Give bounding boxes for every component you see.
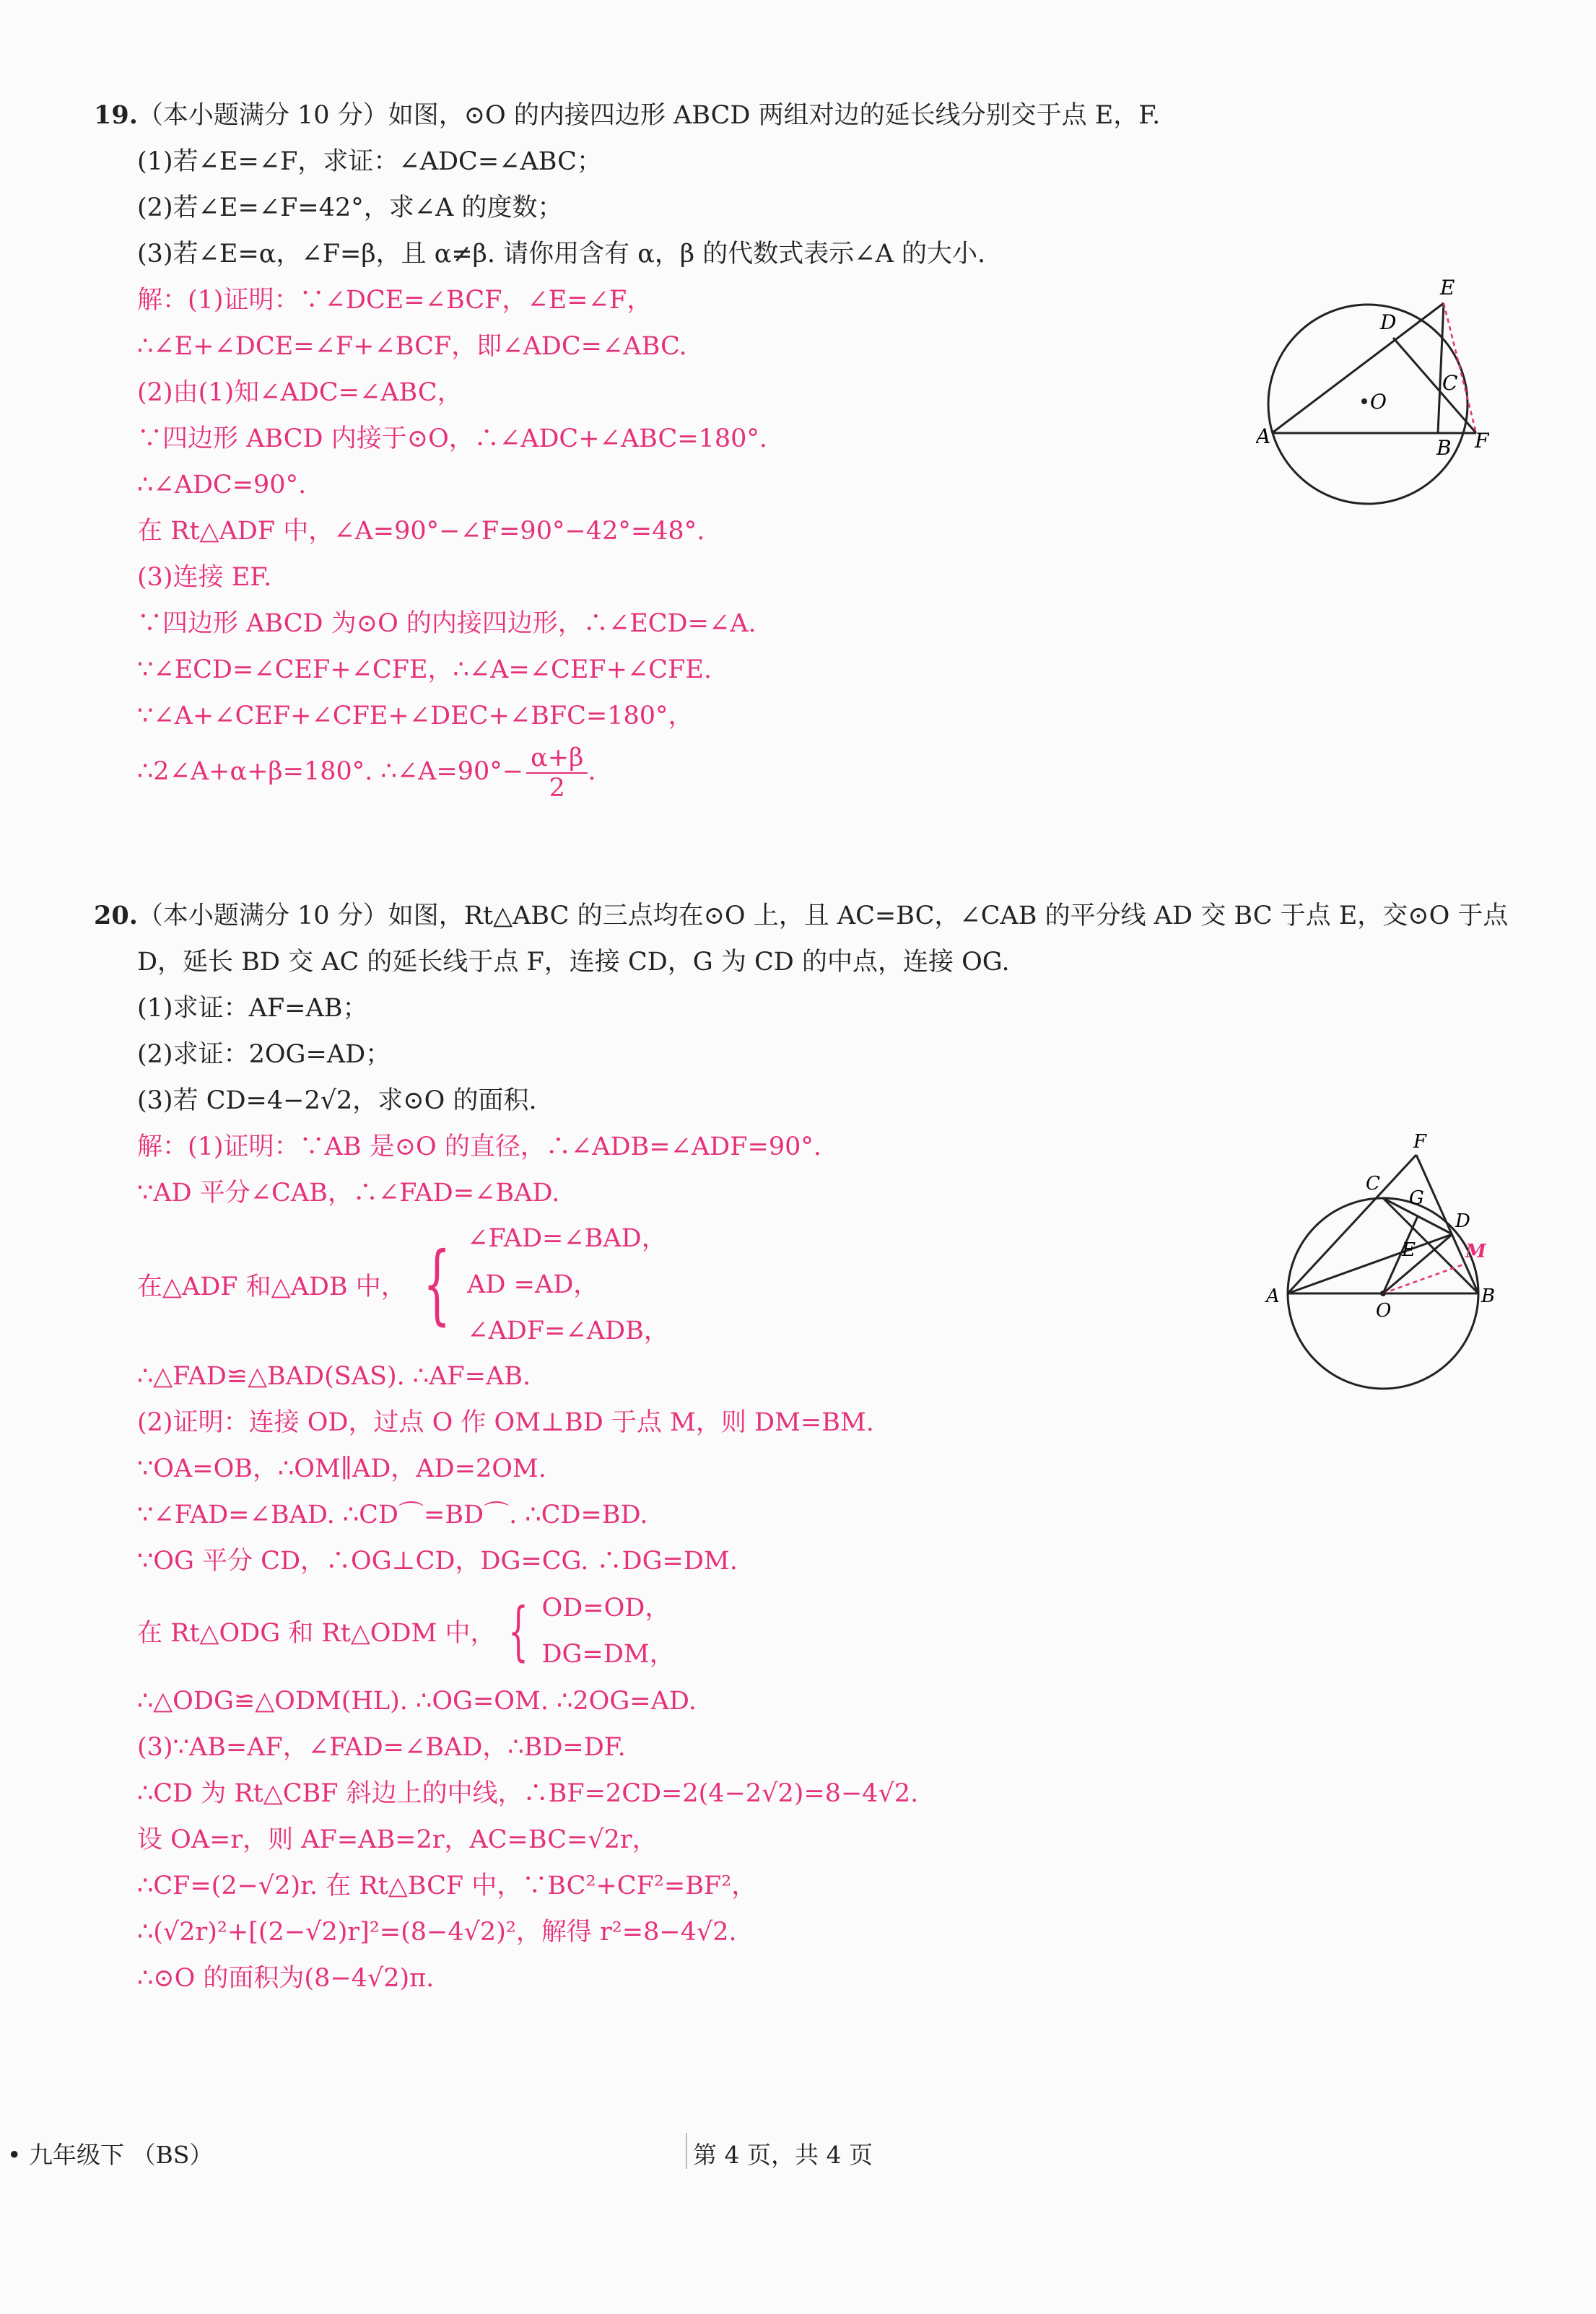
figure-q20 — [1256, 1126, 1530, 1393]
solution-line: ∵OA=OB，∴OM∥AD，AD=2OM. — [137, 1454, 546, 1483]
label-g: G — [1409, 1187, 1424, 1209]
solution-line: 解：(1)证明：∵AB 是⊙O 的直径，∴∠ADB=∠ADF=90°. — [137, 1132, 821, 1161]
solution-line: ∵∠ECD=∠CEF+∠CFE，∴∠A=∠CEF+∠CFE. — [137, 655, 712, 684]
label-b: B — [1481, 1285, 1496, 1307]
fraction-numerator: α+β — [526, 743, 588, 774]
solution-line: (2)由(1)知∠ADC=∠ABC， — [137, 378, 463, 407]
label-e: E — [1402, 1239, 1416, 1261]
footer-page-number: 第 4 页，共 4 页 — [693, 2141, 873, 2169]
label-f: F — [1475, 429, 1489, 453]
question-part: (1)若∠E=∠F，求证：∠ADC=∠ABC； — [137, 147, 602, 176]
solution-final-line — [94, 739, 1509, 804]
question-number: 19. — [94, 100, 138, 130]
question-text-cont: D，延长 BD 交 AC 的延长线于点 F，连接 CD，G 为 CD 的中点，连接 OG. — [137, 948, 1010, 977]
solution-line: ∵四边形 ABCD 内接于⊙O，∴∠ADC+∠ABC=180°. — [137, 424, 768, 453]
solution-line: ∴△FAD≌△BAD(SAS). ∴AF=AB. — [137, 1362, 531, 1391]
fraction-denominator: 2 — [549, 773, 565, 803]
system-line: AD =AD， — [467, 1270, 599, 1299]
label-m: M — [1465, 1241, 1486, 1262]
label-e: E — [1440, 276, 1455, 300]
brace: { — [422, 1234, 451, 1335]
system-prefix: 在△ADF 和△ADB 中， — [137, 1272, 406, 1301]
question-part: (3)若∠E=α，∠F=β，且 α≠β. 请你用含有 α，β 的代数式表示∠A 的大小. — [137, 240, 986, 268]
center-dot — [1380, 1291, 1386, 1296]
solution-line: ∵∠A+∠CEF+∠CFE+∠DEC+∠BFC=180°， — [137, 702, 694, 730]
label-a: A — [1256, 424, 1271, 448]
label-f: F — [1413, 1131, 1427, 1153]
system-line: ∠ADF=∠ADB， — [467, 1317, 669, 1345]
question-20-header — [94, 893, 1509, 939]
solution-line: ∴⊙O 的面积为(8−4√2)π. — [137, 1964, 435, 1993]
segment-eb — [1438, 303, 1444, 433]
solution-line: ∴(√2r)²+[(2−√2)r]²=(8−4√2)²，解得 r²=8−4√2. — [137, 1918, 737, 1947]
solution-line: ∴CF=(2−√2)r. 在 Rt△BCF 中，∵BC²+CF²=BF²， — [137, 1872, 757, 1900]
question-part: (3)若 CD=4−2√2，求⊙O 的面积. — [137, 1086, 537, 1115]
question-20 — [94, 893, 1509, 2001]
solution-line: 解：(1)证明：∵∠DCE=∠BCF，∠E=∠F， — [137, 286, 653, 315]
segment-ae — [1272, 303, 1444, 433]
system-line: OD=OD， — [541, 1594, 671, 1623]
label-o: O — [1376, 1300, 1392, 1322]
figure-q19 — [1256, 274, 1530, 505]
brace: { — [508, 1594, 529, 1668]
label-a: A — [1266, 1285, 1280, 1307]
footer-grade: • 九年级下 （BS） — [7, 2141, 214, 2169]
system-prefix: 在 Rt△ODG 和 Rt△ODM 中， — [137, 1619, 496, 1648]
segment-df — [1393, 338, 1476, 433]
question-part: (2)若∠E=∠F=42°，求∠A 的度数； — [137, 193, 563, 222]
solution-line: ∵∠FAD=∠BAD. ∴CD⌒=BD⌒. ∴CD=BD. — [137, 1501, 648, 1529]
fraction — [526, 743, 588, 803]
solution-final-text: ∴2∠A+α+β=180°. ∴∠A=90°− — [137, 757, 524, 786]
solution-line: ∴CD 为 Rt△CBF 斜边上的中线，∴BF=2CD=2(4−2√2)=8−4√2. — [137, 1779, 919, 1808]
segment-od — [1383, 1234, 1452, 1293]
solution-line: 在 Rt△ADF 中，∠A=90°−∠F=90°−42°=48°. — [137, 517, 705, 546]
question-text: （本小题满分 10 分）如图，Rt△ABC 的三点均在⊙O 上，且 AC=BC，∠CAB 的平分线 AD 交 BC 于点 E，交⊙O 于点 — [137, 901, 1509, 930]
solution-line: ∴∠E+∠DCE=∠F+∠BCF，即∠ADC=∠ABC. — [137, 332, 687, 361]
solution-line: ∴△ODG≌△ODM(HL). ∴OG=OM. ∴2OG=AD. — [137, 1687, 697, 1716]
footer-divider — [686, 2133, 687, 2169]
solution-line: (2)证明：连接 OD，过点 O 作 OM⊥BD 于点 M，则 DM=BM. — [137, 1408, 874, 1437]
center-dot — [1361, 398, 1367, 404]
period: . — [588, 757, 596, 786]
solution-line: ∴∠ADC=90°. — [137, 471, 307, 499]
system-lines — [541, 1585, 674, 1677]
solution-line: ∵AD 平分∠CAB，∴∠FAD=∠BAD. — [137, 1179, 560, 1208]
label-d: D — [1455, 1210, 1470, 1232]
question-part: (2)求证：2OG=AD； — [137, 1040, 391, 1069]
label-b: B — [1436, 436, 1452, 460]
solution-line: ∵四边形 ABCD 为⊙O 的内接四边形，∴∠ECD=∠A. — [137, 609, 756, 638]
question-text: （本小题满分 10 分）如图，⊙O 的内接四边形 ABCD 两组对边的延长线分别交于点 E，F. — [137, 101, 1161, 130]
question-19-header — [94, 92, 1509, 139]
question-number: 20. — [94, 901, 138, 930]
solution-line: (3)连接 EF. — [137, 563, 272, 592]
segment-ad — [1288, 1234, 1452, 1293]
question-part: (1)求证：AF=AB； — [137, 994, 368, 1023]
label-c: C — [1366, 1173, 1380, 1195]
system-lines — [467, 1215, 669, 1354]
system-line: ∠FAD=∠BAD， — [467, 1224, 667, 1253]
label-o: O — [1370, 390, 1387, 414]
solution-line: (3)∵AB=AF，∠FAD=∠BAD，∴BD=DF. — [137, 1733, 626, 1762]
label-c: C — [1442, 371, 1458, 395]
solution-line: 设 OA=r，则 AF=AB=2r，AC=BC=√2r， — [137, 1825, 658, 1854]
system-2 — [94, 1584, 1509, 1678]
segment-af — [1288, 1155, 1416, 1293]
label-d: D — [1380, 310, 1397, 334]
system-line: DG=DM， — [541, 1640, 675, 1669]
solution-line: ∵OG 平分 CD，∴OG⊥CD，DG=CG. ∴DG=DM. — [137, 1547, 738, 1576]
circle-o — [1268, 305, 1468, 504]
